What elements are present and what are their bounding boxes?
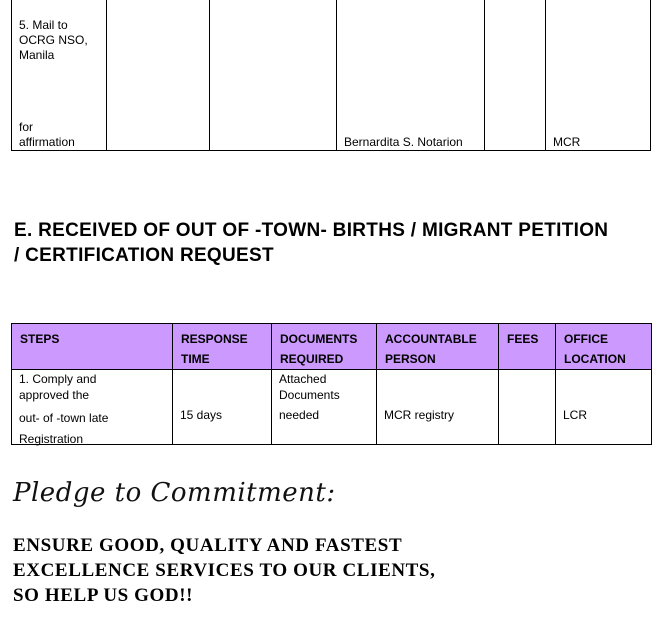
heading-line-1: E. RECEIVED OF OUT OF -TOWN- BIRTHS / MIGRANT PETITION [14,220,609,241]
step-5-text [19,18,88,63]
table-header-row [12,324,652,370]
pledge-title: Pledge to Commitment: [13,478,336,508]
pledge-motto [13,533,435,608]
col-divider [484,0,485,150]
cell-response-time [173,370,272,445]
procedure-table [11,323,652,445]
motto-line: SO HELP US GOD!! [13,585,194,606]
col-divider [545,0,546,150]
office-value: LCR [563,408,588,422]
cell-step [12,370,173,445]
step-line: for [19,120,34,134]
step-line: Registration [19,432,84,446]
cell-documents [272,370,377,445]
doc-line: Documents [279,388,340,402]
header-response-time: RESPONSE TIME [173,324,272,370]
step-line: affirmation [19,135,75,149]
office-location: MCR [553,135,581,149]
step-line: out- of -town late [19,411,109,425]
col-divider [106,0,107,150]
motto-line: ENSURE GOOD, QUALITY AND FASTEST [13,535,403,556]
header-fees: FEES [499,324,556,370]
step-5-tail [19,120,75,150]
header-accountable-person: ACCOUNTABLE PERSON [377,324,499,370]
cell-office [556,370,652,445]
section-heading [14,219,614,268]
header-steps: STEPS [12,324,173,370]
step-line: OCRG NSO, [19,33,88,47]
heading-line-2: / CERTIFICATION REQUEST [14,244,274,266]
step-line: Manila [19,48,55,62]
accountable-person: Bernardita S. Notarion [344,135,463,149]
doc-line: Attached [279,372,327,386]
table-row [12,370,652,445]
col-divider [336,0,337,150]
step-line: approved the [19,388,90,402]
top-table-fragment [11,0,651,151]
step-line: 1. Comply and [19,372,97,386]
cell-accountable [377,370,499,445]
motto-line: EXCELLENCE SERVICES TO OUR CLIENTS, [13,560,436,581]
col-divider [209,0,210,150]
accountable-value: MCR registry [384,408,455,422]
header-office-location: OFFICE LOCATION [556,324,652,370]
step-line: 5. Mail to [19,18,68,32]
header-documents-required: DOCUMENTS REQUIRED [272,324,377,370]
doc-line: needed [279,408,320,422]
response-value: 15 days [180,408,223,422]
cell-fees [499,370,556,445]
